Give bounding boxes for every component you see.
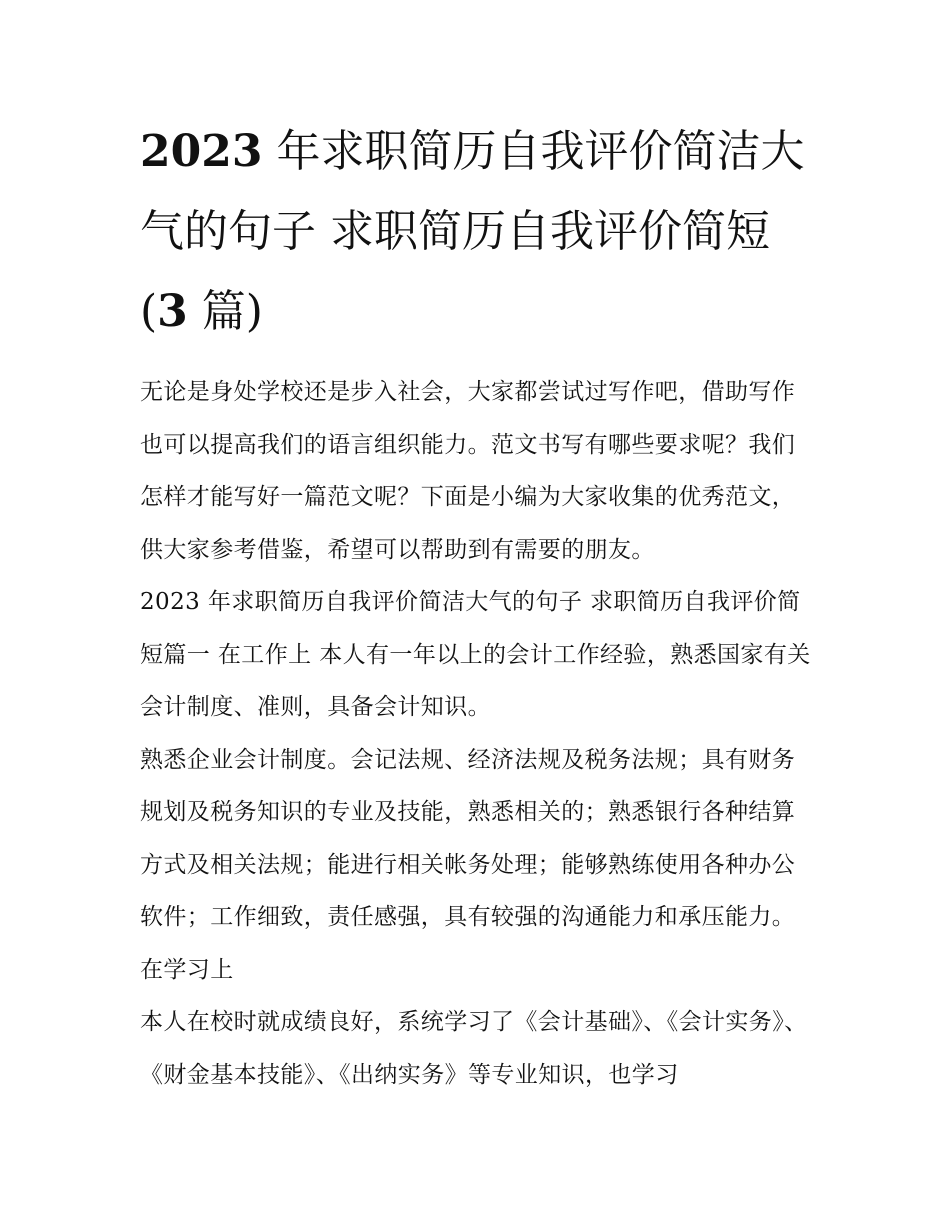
paragraph-study: 本人在校时就成绩良好，系统学习了《会计基础》、《会计实务》、《财金基本技能》、《出纳实务》等专业知识，也学习 bbox=[140, 1009, 808, 1088]
title-tail: 篇) bbox=[187, 286, 263, 337]
paragraph-skills: 熟悉企业会计制度。会记法规、经济法规及税务法规；具有财务规划及税务知识的专业及技能，熟悉相关的；熟悉银行各种结算方式及相关法规；能进行相关帐务处理；能够熟练使用各种办公软件；工作细致，责任感强，具有较强的沟通能力和承压能力。 bbox=[140, 746, 796, 930]
paragraph-part-one: 2023 年求职简历自我评价简洁大气的句子 求职简历自我评价简短篇一 在工作上 本人有一年以上的会计工作经验，熟悉国家有关会计制度、准则，具备会计知识。 bbox=[140, 589, 811, 720]
document-title bbox=[140, 112, 812, 352]
document-body bbox=[140, 366, 812, 1101]
paragraph-study-heading: 在学习上 bbox=[140, 956, 234, 983]
document-page bbox=[140, 112, 812, 1101]
title-year: 2023 bbox=[140, 126, 263, 177]
title-count: 3 bbox=[157, 286, 188, 337]
title-text: 年求职简历自我评价简洁大气的句子 求职简历自我评价简短( bbox=[140, 126, 805, 337]
paragraph-intro: 无论是身处学校还是步入社会，大家都尝试过写作吧，借助写作也可以提高我们的语言组织能力。范文书写有哪些要求呢？我们怎样才能写好一篇范文呢？下面是小编为大家收集的优秀范文，供大家参考借鉴，希望可以帮助到有需要的朋友。 bbox=[140, 379, 796, 563]
